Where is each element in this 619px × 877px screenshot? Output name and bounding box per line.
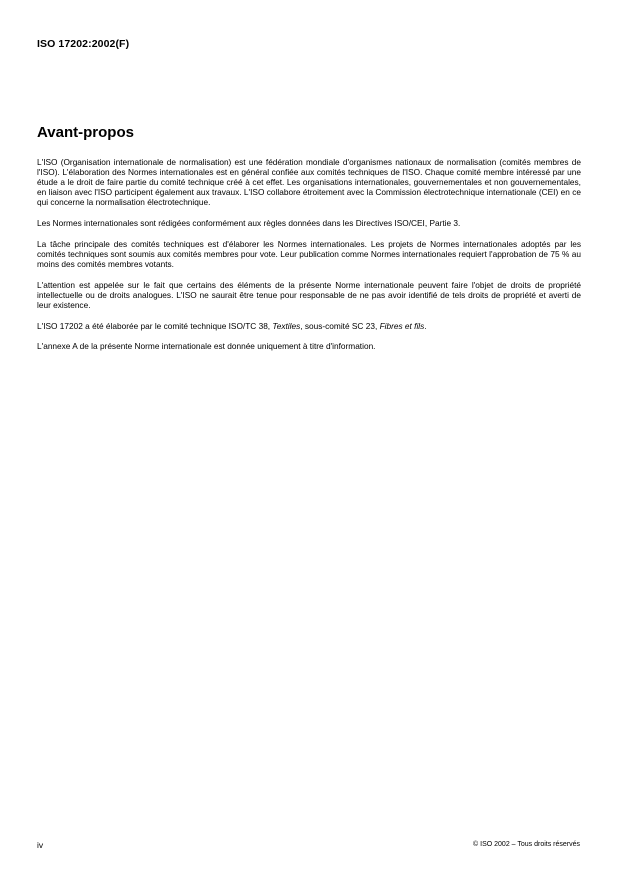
foreword-body xyxy=(37,157,581,362)
page-number: iv xyxy=(37,840,44,850)
subcommittee-name: Fibres et fils xyxy=(379,320,425,331)
paragraph-patent-rights: L'attention est appelée sur le fait que certains des éléments de la présente Norme internationale peuvent faire l'objet de droits de propriété intellectuelle ou de droits analogues. L'ISO ne saurait être tenue pour responsable de ne pas avoir identifié de tels droits de propriété et averti de leur existence. xyxy=(37,279,581,310)
paragraph-committee-tasks: La tâche principale des comités techniques est d'élaborer les Normes internationales. Les projets de Normes internationales adoptés par les comités techniques sont soumis aux comités membres pour vote. Leur publication comme Normes internationales requiert l'approbation de 75 % au moins des comités membres votants. xyxy=(37,238,581,269)
copyright-notice: © ISO 2002 – Tous droits réservés xyxy=(473,841,580,848)
paragraph-annex-note: L'annexe A de la présente Norme internationale est donnée uniquement à titre d'information. xyxy=(37,341,376,352)
paragraph-iso-organisation: L'ISO (Organisation internationale de normalisation) est une fédération mondiale d'organismes nationaux de normalisation (comités membres de l'ISO). L'élaboration des Normes internationales est en général confiée aux comités techniques de l'ISO. Chaque comité membre intéressé par une étude a le droit de faire partie du comité technique créé à cet effet. Les organisations internationales, gouvernementales et non gouvernementales, en liaison avec l'ISO participent également aux travaux. L'ISO collabore étroitement avec la Commission électrotechnique internationale (CEI) en ce qui concerne la normalisation électrotechnique. xyxy=(37,157,581,208)
paragraph-directives: Les Normes internationales sont rédigées conformément aux règles données dans les Directives ISO/CEI, Partie 3. xyxy=(37,218,461,229)
standard-reference: ISO 17202:2002(F) xyxy=(37,38,130,50)
committee-name: Textiles xyxy=(272,320,301,331)
prepared-by-prefix: L'ISO 17202 a été élaborée par le comité technique ISO/TC 38, xyxy=(37,320,273,331)
paragraph-prepared-by xyxy=(37,321,581,331)
prepared-by-suffix: . xyxy=(424,320,427,331)
prepared-by-middle: , sous-comité SC 23, xyxy=(300,320,380,331)
section-title: Avant-propos xyxy=(37,124,134,141)
